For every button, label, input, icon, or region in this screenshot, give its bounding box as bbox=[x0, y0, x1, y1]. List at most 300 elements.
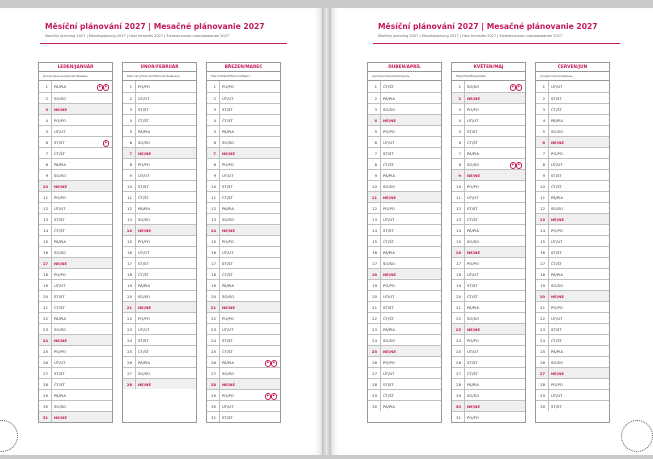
weekday-label: ÚT/UT bbox=[467, 194, 479, 200]
weekday-label: PÁ/PIA bbox=[138, 282, 150, 288]
weekday-label: ÚT/UT bbox=[383, 216, 395, 222]
weekday-label: NE/NE bbox=[551, 216, 564, 222]
weekday-label: ČT/ŠT bbox=[222, 348, 233, 354]
day-number: 15 bbox=[39, 236, 52, 246]
day-row bbox=[207, 312, 280, 323]
day-row bbox=[536, 378, 609, 389]
day-row bbox=[452, 334, 525, 345]
day-number: 6 bbox=[536, 137, 549, 147]
day-number: 28 bbox=[452, 379, 465, 389]
day-row bbox=[123, 345, 196, 356]
day-number: 9 bbox=[368, 170, 381, 180]
weekday-label: ST/ST bbox=[138, 106, 149, 112]
day-number: 26 bbox=[368, 357, 381, 367]
weekday-label: ST/ST bbox=[138, 260, 149, 266]
weekday-label: ÚT/UT bbox=[551, 315, 563, 321]
weekday-label: PO/PO bbox=[383, 205, 395, 211]
right-page bbox=[331, 8, 653, 455]
month-column bbox=[122, 62, 197, 423]
weekday-label: PO/PO bbox=[222, 238, 234, 244]
month-column bbox=[451, 62, 526, 423]
day-row bbox=[39, 224, 112, 235]
day-number: 28 bbox=[123, 379, 136, 389]
day-number: 1 bbox=[368, 81, 381, 92]
day-row bbox=[207, 136, 280, 147]
weekday-label: PO/PO bbox=[222, 84, 234, 89]
day-number: 1 bbox=[536, 81, 549, 92]
weekday-label: PÁ/PIA bbox=[138, 128, 150, 134]
month-name: KVĚTEN/MÁJ bbox=[451, 62, 526, 72]
day-row bbox=[368, 125, 441, 136]
day-number: 8 bbox=[39, 159, 52, 169]
day-number: 8 bbox=[452, 159, 465, 169]
day-row bbox=[39, 158, 112, 169]
day-row bbox=[123, 81, 196, 92]
day-row bbox=[452, 356, 525, 367]
weekday-label: PO/PO bbox=[467, 106, 479, 112]
weekday-label: ČT/ŠT bbox=[383, 84, 394, 89]
day-number: 23 bbox=[123, 324, 136, 334]
weekday-label: ČT/ŠT bbox=[467, 139, 478, 145]
day-row bbox=[39, 136, 112, 147]
weekday-label: ÚT/UT bbox=[54, 359, 66, 365]
day-number: 30 bbox=[368, 401, 381, 411]
weekday-label: ST/ST bbox=[222, 106, 233, 112]
day-number: 17 bbox=[39, 258, 52, 268]
weekday-label: NE/NE bbox=[467, 95, 480, 101]
day-row bbox=[536, 191, 609, 202]
day-number: 11 bbox=[39, 192, 52, 202]
day-row bbox=[123, 191, 196, 202]
weekday-label: SO/SO bbox=[138, 293, 151, 299]
day-number: 24 bbox=[39, 335, 52, 345]
day-number: 14 bbox=[452, 225, 465, 235]
day-number: 24 bbox=[536, 335, 549, 345]
weekday-label: SO/SO bbox=[222, 370, 235, 376]
weekday-label: ÚT/UT bbox=[54, 205, 66, 211]
day-number: 15 bbox=[452, 236, 465, 246]
day-number: 23 bbox=[39, 324, 52, 334]
day-number: 19 bbox=[368, 280, 381, 290]
weekday-label: ST/ST bbox=[54, 370, 65, 376]
weekday-label: PO/PO bbox=[467, 183, 479, 189]
weekday-label: PO/PO bbox=[138, 238, 150, 244]
day-number: 16 bbox=[207, 247, 220, 257]
day-row bbox=[39, 268, 112, 279]
day-number: 13 bbox=[368, 214, 381, 224]
day-number: 31 bbox=[39, 412, 52, 422]
day-number: 15 bbox=[368, 236, 381, 246]
left-header bbox=[45, 22, 283, 39]
day-number: 15 bbox=[536, 236, 549, 246]
day-row bbox=[39, 169, 112, 180]
month-translations: February/Februar/Február/Февраль bbox=[122, 72, 197, 80]
day-row bbox=[368, 103, 441, 114]
weekday-label: NE/NE bbox=[467, 249, 480, 255]
weekday-label: ČT/ŠT bbox=[551, 260, 562, 266]
weekday-label: PÁ/PIA bbox=[54, 315, 66, 321]
day-number: 27 bbox=[452, 368, 465, 378]
month-column bbox=[38, 62, 113, 423]
holiday-icon: ● bbox=[265, 393, 272, 400]
day-row bbox=[368, 158, 441, 169]
weekday-label: ST/ST bbox=[383, 227, 394, 233]
day-number: 14 bbox=[123, 225, 136, 235]
day-number: 13 bbox=[123, 214, 136, 224]
day-row bbox=[368, 180, 441, 191]
weekday-label: ÚT/UT bbox=[138, 95, 150, 101]
day-row bbox=[207, 378, 280, 389]
weekday-label: NE/NE bbox=[138, 150, 151, 156]
day-number: 7 bbox=[536, 148, 549, 158]
weekday-label: ST/ST bbox=[54, 139, 65, 145]
day-row bbox=[452, 345, 525, 356]
weekday-label: SO/SO bbox=[138, 139, 151, 145]
weekday-label: PÁ/PIA bbox=[54, 238, 66, 244]
weekday-label: NE/NE bbox=[222, 304, 235, 310]
day-row bbox=[39, 345, 112, 356]
day-number: 25 bbox=[452, 346, 465, 356]
day-number: 28 bbox=[39, 379, 52, 389]
weekday-label: ÚT/UT bbox=[222, 249, 234, 255]
weekday-label: ÚT/UT bbox=[551, 238, 563, 244]
weekday-label: ČT/ŠT bbox=[138, 117, 149, 123]
empty-row bbox=[123, 411, 196, 422]
weekday-label: SO/SO bbox=[222, 216, 235, 222]
day-row bbox=[39, 191, 112, 202]
day-number: 31 bbox=[452, 412, 465, 422]
weekday-label: ST/ST bbox=[222, 337, 233, 343]
weekday-label: SO/SO bbox=[54, 326, 67, 332]
day-row bbox=[452, 268, 525, 279]
day-number: 23 bbox=[452, 324, 465, 334]
day-row bbox=[368, 169, 441, 180]
weekday-label: NE/NE bbox=[222, 381, 235, 387]
day-row bbox=[207, 125, 280, 136]
weekday-label: PO/PO bbox=[467, 260, 479, 266]
day-row bbox=[368, 345, 441, 356]
right-header bbox=[378, 22, 616, 39]
holiday-icon: ● bbox=[265, 360, 272, 367]
weekday-label: PÁ/PIA bbox=[383, 403, 395, 409]
weekday-label: PO/PO bbox=[467, 414, 479, 420]
day-number: 18 bbox=[207, 269, 220, 279]
day-row bbox=[368, 312, 441, 323]
weekday-label: NE/NE bbox=[383, 194, 396, 200]
weekday-label: SO/SO bbox=[54, 249, 67, 255]
day-number: 9 bbox=[123, 170, 136, 180]
weekday-label: ÚT/UT bbox=[467, 348, 479, 354]
day-number: 2 bbox=[207, 93, 220, 103]
day-number: 27 bbox=[123, 368, 136, 378]
day-number: 9 bbox=[207, 170, 220, 180]
day-number: 19 bbox=[536, 280, 549, 290]
day-number: 24 bbox=[123, 335, 136, 345]
weekday-label: ÚT/UT bbox=[551, 84, 563, 89]
day-number: 2 bbox=[536, 93, 549, 103]
day-row bbox=[207, 268, 280, 279]
day-row bbox=[207, 246, 280, 257]
day-number: 26 bbox=[123, 357, 136, 367]
weekday-label: ÚT/UT bbox=[222, 403, 234, 409]
weekday-label: ČT/ŠT bbox=[54, 227, 65, 233]
weekday-label: PÁ/PIA bbox=[467, 150, 479, 156]
day-number: 5 bbox=[536, 126, 549, 136]
day-number: 6 bbox=[207, 137, 220, 147]
weekday-label: SO/SO bbox=[467, 84, 480, 89]
day-number: 7 bbox=[39, 148, 52, 158]
day-number: 4 bbox=[368, 115, 381, 125]
weekday-label: PÁ/PIA bbox=[383, 95, 395, 101]
weekday-label: SO/SO bbox=[467, 392, 480, 398]
day-row bbox=[39, 279, 112, 290]
day-number: 20 bbox=[368, 291, 381, 301]
day-row bbox=[207, 169, 280, 180]
day-number: 21 bbox=[39, 302, 52, 312]
weekday-label: SO/SO bbox=[54, 403, 67, 409]
weekday-label: PO/PO bbox=[54, 117, 66, 123]
day-row bbox=[536, 158, 609, 169]
day-number: 19 bbox=[452, 280, 465, 290]
day-row bbox=[536, 92, 609, 103]
day-row bbox=[452, 136, 525, 147]
day-number: 25 bbox=[207, 346, 220, 356]
weekday-label: PO/PO bbox=[138, 161, 150, 167]
day-row bbox=[452, 213, 525, 224]
weekday-label: SO/SO bbox=[467, 161, 480, 167]
day-number: 27 bbox=[536, 368, 549, 378]
binding-ring-marks bbox=[621, 420, 653, 452]
day-number: 29 bbox=[536, 390, 549, 400]
day-row bbox=[207, 224, 280, 235]
empty-row bbox=[368, 411, 441, 422]
day-number: 21 bbox=[207, 302, 220, 312]
day-row bbox=[452, 81, 525, 92]
day-number: 21 bbox=[368, 302, 381, 312]
weekday-label: SO/SO bbox=[551, 282, 564, 288]
day-row bbox=[536, 103, 609, 114]
day-number: 17 bbox=[368, 258, 381, 268]
day-row bbox=[39, 81, 112, 92]
weekday-label: ST/ST bbox=[138, 183, 149, 189]
day-number: 2 bbox=[368, 93, 381, 103]
weekday-label: ST/ST bbox=[551, 403, 562, 409]
day-row bbox=[536, 279, 609, 290]
weekday-label: ČT/ŠT bbox=[383, 161, 394, 167]
day-row bbox=[39, 411, 112, 422]
day-number: 25 bbox=[536, 346, 549, 356]
weekday-label: SO/SO bbox=[138, 216, 151, 222]
day-row bbox=[207, 147, 280, 158]
day-number: 16 bbox=[368, 247, 381, 257]
day-number: 2 bbox=[452, 93, 465, 103]
weekday-label: ST/ST bbox=[551, 326, 562, 332]
day-number: 17 bbox=[123, 258, 136, 268]
day-row bbox=[452, 235, 525, 246]
day-row bbox=[452, 169, 525, 180]
day-row bbox=[452, 158, 525, 169]
day-row bbox=[536, 136, 609, 147]
day-row bbox=[368, 323, 441, 334]
weekday-label: ST/ST bbox=[467, 282, 478, 288]
holiday-icon: ● bbox=[97, 84, 104, 91]
day-number: 21 bbox=[452, 302, 465, 312]
day-row bbox=[39, 301, 112, 312]
day-number: 26 bbox=[536, 357, 549, 367]
day-row bbox=[123, 125, 196, 136]
day-row bbox=[123, 279, 196, 290]
day-row bbox=[452, 125, 525, 136]
weekday-label: ST/ST bbox=[551, 249, 562, 255]
weekday-label: SO/SO bbox=[222, 293, 235, 299]
day-number: 25 bbox=[39, 346, 52, 356]
weekday-label: PO/PO bbox=[54, 271, 66, 277]
day-row bbox=[39, 147, 112, 158]
day-row bbox=[368, 224, 441, 235]
day-number: 10 bbox=[123, 181, 136, 191]
day-number: 6 bbox=[123, 137, 136, 147]
day-row bbox=[207, 367, 280, 378]
day-row bbox=[39, 334, 112, 345]
day-number: 10 bbox=[536, 181, 549, 191]
day-row bbox=[368, 301, 441, 312]
weekday-label: SO/SO bbox=[467, 238, 480, 244]
day-number: 13 bbox=[536, 214, 549, 224]
day-row bbox=[368, 202, 441, 213]
day-row bbox=[207, 92, 280, 103]
month-column bbox=[535, 62, 610, 423]
day-row bbox=[123, 257, 196, 268]
day-row bbox=[39, 180, 112, 191]
day-row bbox=[536, 367, 609, 378]
day-row bbox=[452, 114, 525, 125]
day-number: 25 bbox=[123, 346, 136, 356]
day-number: 11 bbox=[207, 192, 220, 202]
day-row bbox=[452, 246, 525, 257]
day-row bbox=[39, 125, 112, 136]
weekday-label: NE/NE bbox=[467, 326, 480, 332]
day-number: 22 bbox=[39, 313, 52, 323]
day-number: 11 bbox=[123, 192, 136, 202]
day-row bbox=[368, 114, 441, 125]
day-number: 9 bbox=[39, 170, 52, 180]
day-row bbox=[123, 246, 196, 257]
day-row bbox=[536, 323, 609, 334]
weekday-label: SO/SO bbox=[383, 106, 396, 112]
weekday-label: ČT/ŠT bbox=[54, 150, 65, 156]
day-number: 14 bbox=[368, 225, 381, 235]
day-number: 11 bbox=[368, 192, 381, 202]
day-list bbox=[122, 80, 197, 423]
day-row bbox=[536, 202, 609, 213]
day-row bbox=[123, 367, 196, 378]
weekday-label: PÁ/PIA bbox=[222, 282, 234, 288]
day-number: 1 bbox=[452, 81, 465, 92]
day-number: 10 bbox=[207, 181, 220, 191]
day-row bbox=[207, 81, 280, 92]
day-number: 29 bbox=[39, 390, 52, 400]
weekday-label: SO/SO bbox=[383, 337, 396, 343]
day-row bbox=[536, 356, 609, 367]
day-row bbox=[207, 257, 280, 268]
month-name: ÚNOR/FEBRUÁR bbox=[122, 62, 197, 72]
day-number: 2 bbox=[39, 93, 52, 103]
weekday-label: ST/ST bbox=[54, 293, 65, 299]
weekday-label: ÚT/UT bbox=[551, 161, 563, 167]
day-number: 30 bbox=[452, 401, 465, 411]
day-row bbox=[39, 312, 112, 323]
day-number: 24 bbox=[207, 335, 220, 345]
day-row bbox=[368, 290, 441, 301]
weekday-label: PO/PO bbox=[138, 315, 150, 321]
month-translations: April/April/Április/Апрель bbox=[367, 72, 442, 80]
day-row bbox=[123, 213, 196, 224]
weekday-label: PÁ/PIA bbox=[222, 205, 234, 211]
day-row bbox=[123, 180, 196, 191]
day-row bbox=[39, 290, 112, 301]
day-number: 6 bbox=[368, 137, 381, 147]
day-row bbox=[452, 400, 525, 411]
day-number: 10 bbox=[368, 181, 381, 191]
day-row bbox=[536, 257, 609, 268]
day-number: 9 bbox=[452, 170, 465, 180]
day-number: 18 bbox=[452, 269, 465, 279]
day-number: 22 bbox=[207, 313, 220, 323]
weekday-label: PÁ/PIA bbox=[467, 304, 479, 310]
day-row bbox=[368, 257, 441, 268]
weekday-label: ST/ST bbox=[222, 414, 233, 420]
day-row bbox=[39, 389, 112, 400]
weekday-label: PO/PO bbox=[551, 150, 563, 156]
day-row bbox=[123, 114, 196, 125]
weekday-label: ÚT/UT bbox=[222, 172, 234, 178]
day-number: 20 bbox=[452, 291, 465, 301]
weekday-label: NE/NE bbox=[467, 403, 480, 409]
weekday-label: PÁ/PIA bbox=[383, 249, 395, 255]
day-row bbox=[452, 378, 525, 389]
page-subtitle: Monthly planning 2027 | Monatsplanung 2027 | Havi tervezés 2027 | Ежемесячное планирование 2027 bbox=[378, 34, 563, 38]
weekday-label: ČT/ŠT bbox=[551, 183, 562, 189]
day-number: 21 bbox=[123, 302, 136, 312]
holiday-icon: ● bbox=[271, 393, 278, 400]
weekday-label: NE/NE bbox=[54, 337, 67, 343]
day-number: 24 bbox=[368, 335, 381, 345]
weekday-label: SO/SO bbox=[383, 260, 396, 266]
weekday-label: SO/SO bbox=[222, 139, 235, 145]
weekday-label: NE/NE bbox=[138, 304, 151, 310]
day-number: 4 bbox=[123, 115, 136, 125]
day-row bbox=[368, 334, 441, 345]
day-row bbox=[207, 334, 280, 345]
left-page bbox=[0, 8, 322, 455]
day-row bbox=[536, 345, 609, 356]
month-name: DUBEN/APRÍL bbox=[367, 62, 442, 72]
weekday-label: ÚT/UT bbox=[383, 139, 395, 145]
weekday-label: ČT/ŠT bbox=[467, 293, 478, 299]
weekday-label: NE/NE bbox=[383, 117, 396, 123]
day-number: 7 bbox=[123, 148, 136, 158]
day-row bbox=[452, 411, 525, 422]
day-number: 17 bbox=[207, 258, 220, 268]
day-number: 13 bbox=[207, 214, 220, 224]
weekday-label: ČT/ŠT bbox=[551, 337, 562, 343]
day-row bbox=[452, 147, 525, 158]
day-row bbox=[39, 202, 112, 213]
weekday-label: ČT/ŠT bbox=[222, 271, 233, 277]
day-row bbox=[536, 114, 609, 125]
weekday-label: PO/PO bbox=[222, 161, 234, 167]
day-number: 27 bbox=[207, 368, 220, 378]
